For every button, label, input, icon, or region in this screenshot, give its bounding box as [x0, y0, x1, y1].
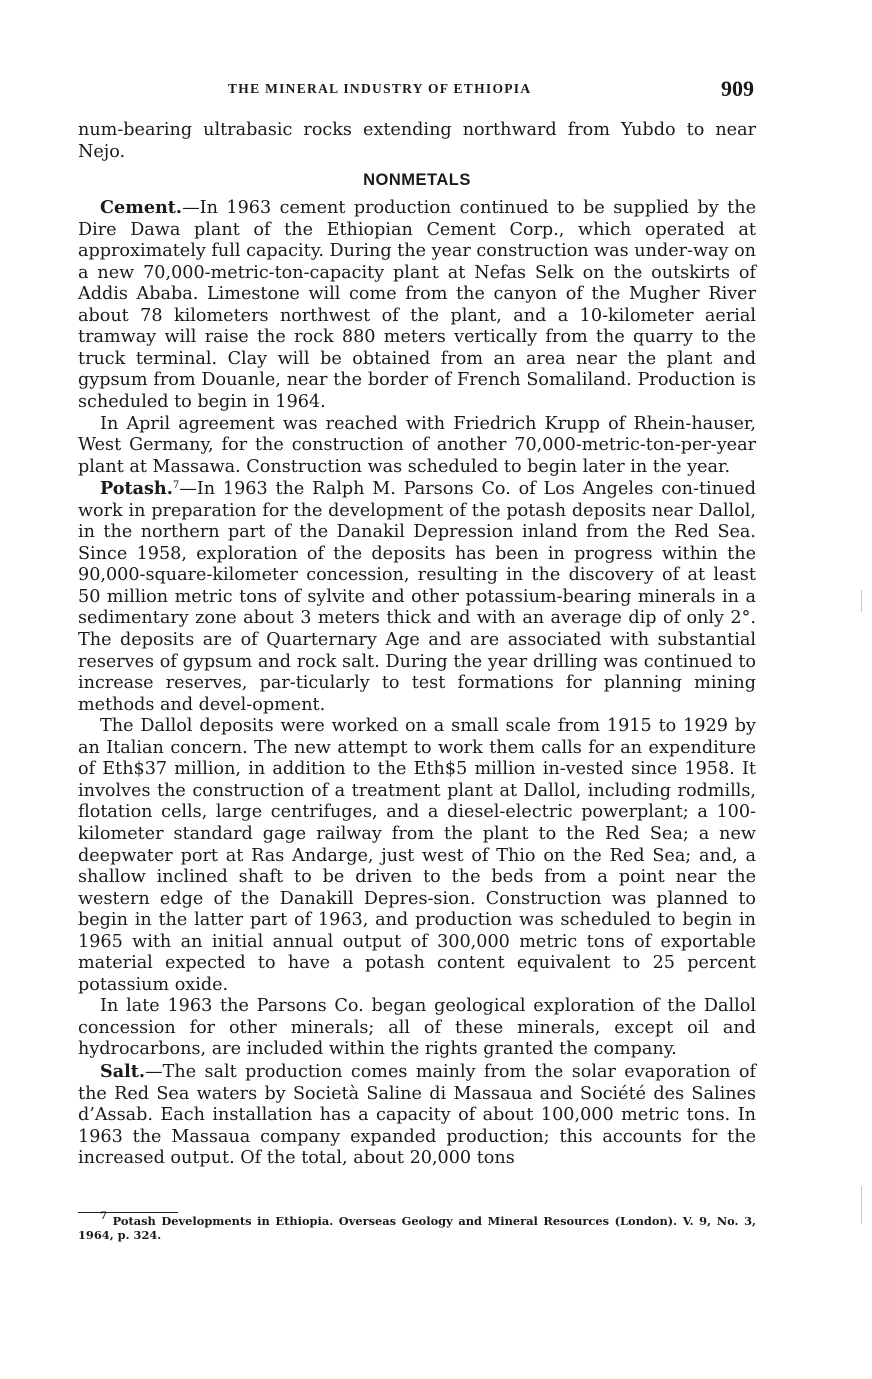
- potash-paragraph-2: The Dallol deposits were worked on a small scale from 1915 to 1929 by an Italian concern. The new attempt to work them calls for an expenditure of Eth$37 million, in addition to the Eth$5 million in-vested since 1958. It involves the construction of a treatment plant at Dallol, including rodmills, flotation cells, large centrifuges, and a diesel-electric powerplant; a 100-kilometer standard gage railway from the plant to the Red Sea; a new deepwater port at Ras Andarge, just west of Thio on the Red Sea; and, a shallow inclined shaft to be driven to the beds from a point near the western edge of the Danakill Depres-sion. Construction was planned to begin in the latter part of 1963, and production was scheduled to begin in 1965 with an initial annual output of 300,000 metric tons of exportable material expected to have a potash content equivalent to 25 percent potassium oxide.: [78, 716, 756, 995]
- potash-heading: Potash.: [100, 478, 173, 500]
- footnote-text: Potash Developments in Ethiopia. Overseas Geology and Mineral Resources (London). V. 9, No. 3, 1964, p. 324.: [78, 1214, 756, 1242]
- body-text: [78, 120, 756, 1170]
- scan-mark: [861, 1186, 862, 1224]
- footnote-reference: 7: [172, 480, 180, 492]
- running-head: [78, 78, 756, 102]
- potash-paragraph-3: In late 1963 the Parsons Co. began geological exploration of the Dallol concession for other minerals; all of these minerals, except oil and hydrocarbons, are included within the rights granted the company.: [78, 996, 756, 1060]
- cement-paragraph: [78, 197, 756, 413]
- footnote-marker: 7: [100, 1211, 107, 1222]
- continuation-paragraph: num-bearing ultrabasic rocks extending northward from Yubdo to near Nejo.: [78, 120, 756, 162]
- cement-heading: Cement.: [100, 197, 183, 219]
- potash-text: —In 1963 the Ralph M. Parsons Co. of Los Angeles con-tinued work in preparation for the development of the potash deposits near Dallol, in the northern part of the Danakil Depression inland from the Red Sea. Since 1958, exploration of the deposits has been in progress within the 90,000-square-kilometer concession, resulting in the discovery of at least 50 million metric tons of sylvite and other potassium-bearing minerals in a sedimentary zone about 3 meters thick and with an average dip of only 2°. The deposits are of Quarternary Age and are associated with substantial reserves of gypsum and rock salt. During the year drilling was continued to increase reserves, par-ticularly to test formations for planning mining methods and devel-opment.: [78, 479, 756, 715]
- running-title: THE MINERAL INDUSTRY OF ETHIOPIA: [228, 81, 532, 96]
- cement-text: —In 1963 cement production continued to be supplied by the Dire Dawa plant of the Ethiopian Cement Corp., which operated at approximately full capacity. During the year construction was under-way on a new 70,000-metric-ton-capacity plant at Nefas Selk on the outskirts of Addis Ababa. Limestone will come from the canyon of the Mugher River about 78 kilometers northwest of the plant, and a 10-kilometer aerial tramway will raise the rock 880 meters vertically from the quarry to the truck terminal. Clay will be obtained from an area near the plant and gypsum from Douanle, near the border of French Somaliland. Production is scheduled to begin in 1964.: [78, 198, 756, 413]
- section-heading: NONMETALS: [363, 171, 471, 190]
- salt-text: —The salt production comes mainly from the solar evaporation of the Red Sea waters by Società Saline di Massaua and Société des Salines d’Assab. Each installation has a capacity of about 100,000 metric tons. In 1963 the Massaua company expanded production; this accounts for the increased output. Of the total, about 20,000 tons: [78, 1061, 756, 1169]
- footnote: [78, 1211, 756, 1242]
- salt-heading: Salt.: [100, 1060, 146, 1082]
- salt-paragraph: [78, 1061, 756, 1170]
- cement-paragraph-2: In April agreement was reached with Friedrich Krupp of Rhein-hauser, West Germany, for the construction of another 70,000-metric-ton-per-year plant at Massawa. Construction was scheduled to begin later in the year.: [78, 413, 756, 477]
- potash-paragraph: [78, 478, 756, 716]
- page-number: 909: [721, 76, 754, 101]
- footnote-rule: [78, 1212, 178, 1213]
- scan-mark: [861, 590, 862, 612]
